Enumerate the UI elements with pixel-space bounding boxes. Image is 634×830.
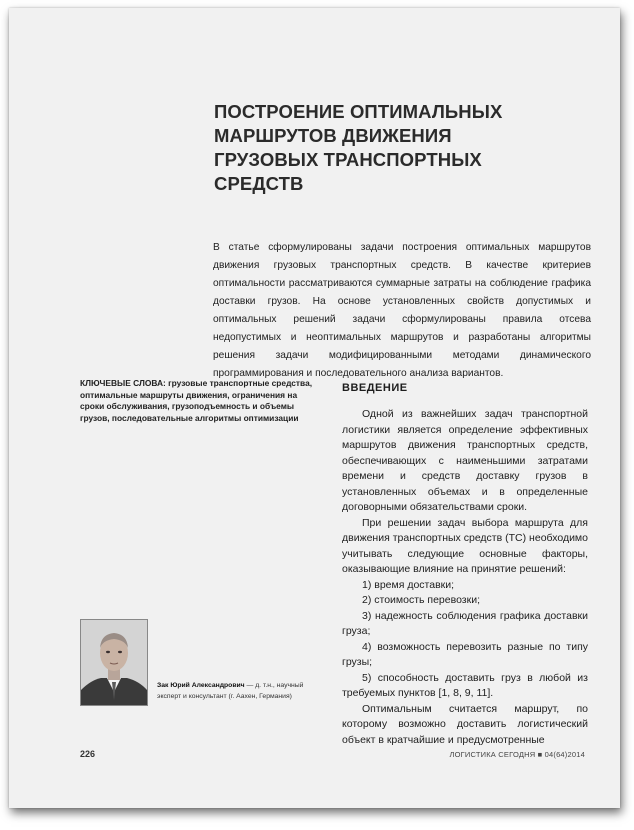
author-caption: [157, 681, 327, 702]
journal-footer: ЛОГИСТИКА СЕГОДНЯ ■ 04(64)2014: [449, 750, 585, 759]
list-item: 2) стоимость перевозки;: [362, 594, 480, 606]
author-name: Зак Юрий Александрович: [157, 682, 245, 689]
intro-paragraph-3: Оптимальным считается маршрут, по которому возможно доставить логистический объект в кратчайшие и предусмотренные: [342, 702, 588, 746]
list-item: 1) время доставки;: [362, 578, 455, 591]
intro-paragraph-2: При решении задач выбора маршрута для движения транспортных средств (ТС) необходимо учитывать следующие основные факторы, оказывающие влияние на принятие решений:: [342, 516, 588, 575]
keywords: КЛЮЧЕВЫЕ СЛОВА: грузовые транспортные средства, оптимальные маршруты движения, ограничения на сроки обслуживания, грузоподъемность и объемы грузов, последовательные алгоритмы оптимизации: [80, 378, 313, 423]
page-number: 226: [80, 749, 96, 759]
article-title: ПОСТРОЕНИЕ ОПТИМАЛЬНЫХ МАРШРУТОВ ДВИЖЕНИЯ ГРУЗОВЫХ ТРАНСПОРТНЫХ СРЕДСТВ: [214, 101, 503, 194]
author-photo: [80, 619, 148, 706]
intro-section: [342, 381, 588, 748]
list-item: 5) способность доставить груз в любой из требуемых пунктов [1, 8, 9, 11].: [342, 671, 588, 699]
abstract: В статье сформулированы задачи построения оптимальных маршрутов движения грузовых транспортных средств. В качестве критериев оптимальности рассматриваются суммарные затраты на соблюдение графика доставки грузов. На основе установленных свойств допустимых и оптимальных решений задачи сформулированы правила отсева недопустимых и неоптимальных маршрутов и разработаны алгоритмы решения задачи модифицированными методами динамического программирования и последовательного анализа вариантов.: [213, 242, 591, 379]
section-heading: ВВЕДЕНИЕ: [342, 382, 408, 394]
list-item: 3) надежность соблюдения графика доставки груза;: [342, 609, 588, 637]
intro-paragraph-1: Одной из важнейших задач транспортной логистики является определение эффективных маршрутов движения транспортных средств, обеспечивающих с наименьшими затратами времени и средств доставку грузов в установленных объемах и в определенные договорными обязательствами сроки.: [342, 408, 588, 513]
list-item: 4) возможность перевозить разные по типу грузы;: [342, 640, 588, 668]
document-page: [9, 8, 620, 808]
author-details: — д. т.н., научный эксперт и консультант (г. Аахен, Германия): [157, 682, 304, 700]
